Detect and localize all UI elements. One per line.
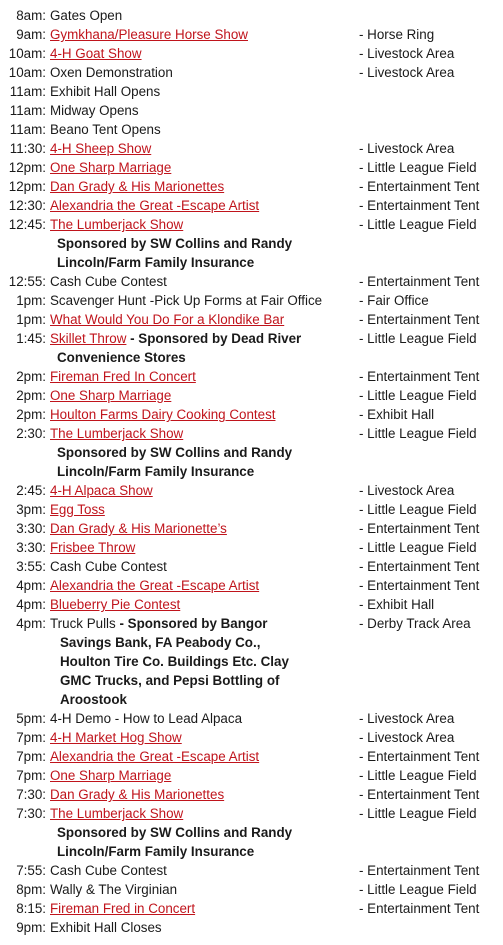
event-name-wrap (50, 367, 196, 386)
event-location: - Entertainment Tent (359, 521, 480, 536)
event-time: 10am: (8, 46, 46, 61)
event-name-wrap (50, 861, 167, 880)
event-name-wrap (50, 500, 105, 519)
event-time: 11am: (9, 122, 46, 137)
event-name-wrap (50, 101, 139, 120)
event-time: 7:30: (16, 806, 46, 821)
event-link[interactable]: Blueberry Pie Contest (50, 597, 181, 612)
event-name: Exhibit Hall Opens (50, 84, 161, 99)
sponsor-line: Savings Bank, FA Peabody Co., (60, 635, 261, 650)
event-name: Cash Cube Contest (50, 863, 167, 878)
event-time: 2:30: (16, 426, 46, 441)
event-link[interactable]: 4-H Market Hog Show (50, 730, 182, 745)
event-link[interactable]: Dan Grady & His Marionettes (50, 787, 225, 802)
event-time: 1:45: (16, 331, 46, 346)
event-link[interactable]: Frisbee Throw (50, 540, 136, 555)
event-name-wrap (50, 139, 151, 158)
event-time: 3:30: (16, 521, 46, 536)
event-location: - Little League Field (359, 388, 477, 403)
event-location: - Entertainment Tent (359, 179, 480, 194)
event-time: 12:55: (8, 274, 46, 289)
event-name-wrap (50, 557, 167, 576)
event-location: - Livestock Area (359, 711, 455, 726)
event-name-wrap (50, 82, 160, 101)
event-time: 11am: (9, 84, 46, 99)
event-link[interactable]: 4-H Alpaca Show (50, 483, 153, 498)
event-time: 9am: (16, 27, 46, 42)
event-location: - Entertainment Tent (359, 578, 480, 593)
event-name-wrap (50, 120, 161, 139)
event-name-wrap (50, 481, 153, 500)
event-name: Gates Open (50, 8, 123, 23)
schedule-row (0, 367, 503, 386)
schedule-row (0, 709, 503, 728)
event-time: 1pm: (16, 293, 46, 308)
schedule-row (0, 158, 503, 177)
event-name-wrap (50, 709, 242, 728)
event-name-wrap (50, 25, 248, 44)
event-time: 7pm: (16, 730, 46, 745)
sponsor-line: Sponsored by SW Collins and Randy (57, 236, 293, 251)
schedule-row (0, 196, 503, 215)
event-location: - Entertainment Tent (359, 198, 480, 213)
event-name: Beano Tent Opens (50, 122, 161, 137)
event-location: - Livestock Area (359, 730, 455, 745)
event-location: - Little League Field (359, 882, 477, 897)
event-time: 3pm: (16, 502, 46, 517)
schedule-row (0, 329, 503, 348)
event-time: 2pm: (16, 407, 46, 422)
event-name-wrap (50, 595, 180, 614)
sponsor-line: Sponsored by SW Collins and Randy (57, 445, 293, 460)
event-name-wrap (50, 519, 227, 538)
event-time: 8:15: (16, 901, 46, 916)
schedule-row (0, 405, 503, 424)
event-time: 7:30: (16, 787, 46, 802)
event-location: - Livestock Area (359, 483, 455, 498)
event-name: Truck Pulls (50, 616, 116, 631)
event-time: 7pm: (16, 749, 46, 764)
event-name-wrap (50, 576, 259, 595)
event-link[interactable]: One Sharp Marriage (50, 388, 172, 403)
event-location: - Little League Field (359, 540, 477, 555)
sponsor-line: Lincoln/Farm Family Insurance (57, 844, 255, 859)
event-location: - Entertainment Tent (359, 749, 480, 764)
schedule-row (0, 576, 503, 595)
sponsor-line: Sponsored by SW Collins and Randy (57, 825, 293, 840)
schedule-row (0, 6, 503, 25)
event-location: - Entertainment Tent (359, 274, 480, 289)
event-name-wrap (50, 6, 122, 25)
event-link[interactable]: 4-H Sheep Show (50, 141, 152, 156)
event-location: - Livestock Area (359, 46, 455, 61)
event-name: 4-H Demo - How to Lead Alpaca (50, 711, 243, 726)
event-name: Oxen Demonstration (50, 65, 173, 80)
sponsor-text: - Sponsored by Bangor (115, 616, 268, 631)
event-name-wrap (50, 44, 142, 63)
event-name-wrap (50, 405, 276, 424)
event-time: 3:30: (16, 540, 46, 555)
schedule-row (0, 785, 503, 804)
event-link[interactable]: The Lumberjack Show (50, 806, 184, 821)
event-location: - Derby Track Area (359, 616, 471, 631)
schedule-row (0, 614, 503, 633)
schedule-row (0, 538, 503, 557)
event-name-wrap (50, 177, 224, 196)
schedule-row (0, 557, 503, 576)
schedule-row (0, 595, 503, 614)
event-location: - Little League Field (359, 502, 477, 517)
schedule-row (0, 120, 503, 139)
event-name-wrap (50, 918, 162, 937)
sponsor-line: Houlton Tire Co. Buildings Etc. Clay (60, 654, 289, 669)
event-location: - Little League Field (359, 217, 477, 232)
schedule-row (0, 500, 503, 519)
schedule-row (0, 177, 503, 196)
schedule-row (0, 747, 503, 766)
event-link[interactable]: One Sharp Marriage (50, 768, 172, 783)
event-name: Exhibit Hall Closes (50, 920, 162, 935)
event-link[interactable]: What Would You Do For a Klondike Bar (50, 312, 285, 327)
event-name-wrap (50, 538, 135, 557)
event-location: - Little League Field (359, 331, 477, 346)
sponsor-line: Lincoln/Farm Family Insurance (57, 464, 255, 479)
schedule-row (0, 101, 503, 120)
event-location: - Horse Ring (359, 27, 435, 42)
event-name-wrap (50, 728, 182, 747)
event-time: 12:45: (8, 217, 46, 232)
sponsor-text: - Sponsored by Dead River (126, 331, 302, 346)
event-name-wrap (50, 291, 322, 310)
event-location: - Entertainment Tent (359, 787, 480, 802)
sponsor-line: Lincoln/Farm Family Insurance (57, 255, 255, 270)
event-name: Cash Cube Contest (50, 559, 167, 574)
event-name-wrap (50, 804, 183, 823)
event-name: Cash Cube Contest (50, 274, 167, 289)
event-time: 8pm: (16, 882, 46, 897)
schedule-row (0, 899, 503, 918)
event-time: 7pm: (16, 768, 46, 783)
event-location: - Little League Field (359, 426, 477, 441)
schedule-row (0, 481, 503, 500)
event-time: 2pm: (16, 388, 46, 403)
schedule-row (0, 424, 503, 443)
event-location: - Little League Field (359, 806, 477, 821)
event-time: 10am: (8, 65, 46, 80)
event-time: 1pm: (16, 312, 46, 327)
event-link[interactable]: Fireman Fred in Concert (50, 901, 196, 916)
event-name-wrap (50, 329, 301, 348)
event-link[interactable]: 4-H Goat Show (50, 46, 142, 61)
event-link[interactable]: Skillet Throw (50, 331, 127, 346)
schedule-row (0, 804, 503, 823)
event-time: 11:30: (9, 141, 46, 156)
event-time: 12:30: (8, 198, 46, 213)
event-location: - Entertainment Tent (359, 863, 480, 878)
event-time: 3:55: (16, 559, 46, 574)
event-time: 2:45: (16, 483, 46, 498)
event-link[interactable]: Gymkhana/Pleasure Horse Show (50, 27, 248, 42)
event-location: - Entertainment Tent (359, 559, 480, 574)
schedule-row (0, 44, 503, 63)
event-name-wrap (50, 310, 284, 329)
event-name-wrap (50, 215, 183, 234)
event-location: - Entertainment Tent (359, 312, 480, 327)
event-time: 8am: (16, 8, 46, 23)
event-location: - Entertainment Tent (359, 901, 480, 916)
event-location: - Entertainment Tent (359, 369, 480, 384)
event-location: - Livestock Area (359, 141, 455, 156)
schedule-row (0, 519, 503, 538)
event-name-wrap (50, 880, 177, 899)
event-name-wrap (50, 899, 195, 918)
event-location: - Livestock Area (359, 65, 455, 80)
event-time: 4pm: (16, 578, 46, 593)
event-name: Scavenger Hunt -Pick Up Forms at Fair Office (50, 293, 323, 308)
event-link[interactable]: Fireman Fred In Concert (50, 369, 196, 384)
event-link[interactable]: One Sharp Marriage (50, 160, 172, 175)
event-location: - Little League Field (359, 160, 477, 175)
schedule-row (0, 215, 503, 234)
event-time: 12pm: (8, 160, 46, 175)
schedule-row (0, 861, 503, 880)
event-link[interactable]: Dan Grady & His Marionette’s (50, 521, 227, 536)
event-link[interactable]: Alexandria the Great -Escape Artist (50, 198, 260, 213)
event-link[interactable]: Houlton Farms Dairy Cooking Contest (50, 407, 276, 422)
schedule-row (0, 728, 503, 747)
event-name-wrap (50, 272, 167, 291)
event-location: - Little League Field (359, 768, 477, 783)
schedule-row (0, 918, 503, 937)
event-location: - Exhibit Hall (359, 597, 435, 612)
event-link[interactable]: Alexandria the Great -Escape Artist (50, 578, 260, 593)
event-time: 11am: (9, 103, 46, 118)
event-name-wrap (50, 766, 171, 785)
event-name-wrap (50, 747, 259, 766)
event-name-wrap (50, 386, 171, 405)
event-name-wrap (50, 196, 259, 215)
sponsor-line: GMC Trucks, and Pepsi Bottling of (60, 673, 280, 688)
event-link[interactable]: The Lumberjack Show (50, 426, 184, 441)
schedule-row (0, 766, 503, 785)
event-link[interactable]: The Lumberjack Show (50, 217, 184, 232)
event-link[interactable]: Dan Grady & His Marionettes (50, 179, 225, 194)
event-time: 7:55: (16, 863, 46, 878)
event-name-wrap (50, 614, 268, 633)
event-name-wrap (50, 424, 183, 443)
schedule-row (0, 291, 503, 310)
event-link[interactable]: Egg Toss (50, 502, 105, 517)
event-location: - Fair Office (359, 293, 429, 308)
event-time: 5pm: (16, 711, 46, 726)
event-link[interactable]: Alexandria the Great -Escape Artist (50, 749, 260, 764)
schedule-row (0, 25, 503, 44)
schedule-row (0, 880, 503, 899)
sponsor-line: Aroostook (60, 692, 127, 707)
schedule-row (0, 63, 503, 82)
event-name-wrap (50, 158, 171, 177)
event-time: 4pm: (16, 616, 46, 631)
event-name: Midway Opens (50, 103, 139, 118)
event-time: 9pm: (16, 920, 46, 935)
event-name: Wally & The Virginian (50, 882, 178, 897)
event-name-wrap (50, 63, 173, 82)
event-location: - Exhibit Hall (359, 407, 435, 422)
schedule-row (0, 386, 503, 405)
schedule-row (0, 272, 503, 291)
schedule-row (0, 310, 503, 329)
event-name-wrap (50, 785, 224, 804)
schedule-row (0, 139, 503, 158)
sponsor-line: Convenience Stores (57, 350, 186, 365)
event-time: 2pm: (16, 369, 46, 384)
event-time: 4pm: (16, 597, 46, 612)
event-time: 12pm: (8, 179, 46, 194)
schedule-row (0, 82, 503, 101)
